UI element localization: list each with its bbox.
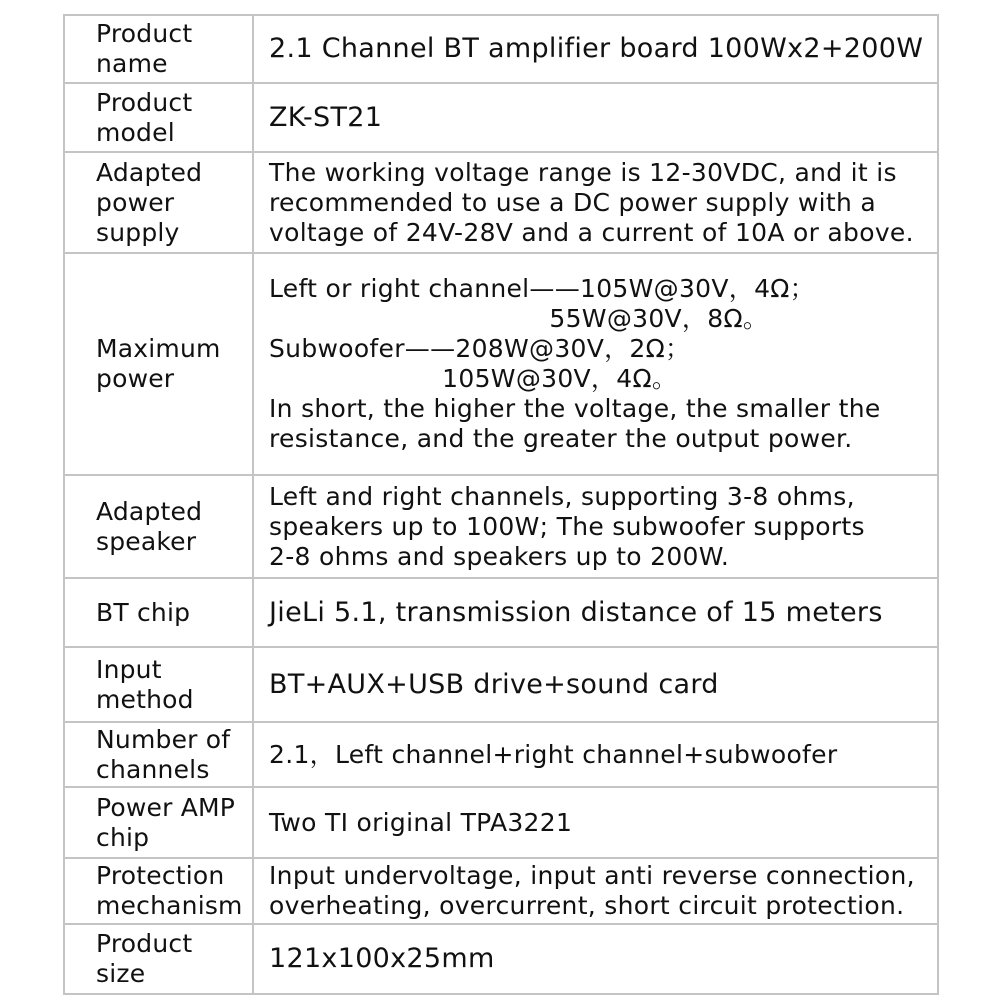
value-line: JieLi 5.1, transmission distance of 15 meters [269,596,883,628]
table-row-protection-mechanism [64,858,938,924]
table-row-product-name [64,15,938,83]
table-row-bt-chip [64,578,938,647]
value-line: speakers up to 100W; The subwoofer supports [269,511,865,541]
protection-mechanism-label: Protection mechanism [64,858,253,924]
table-row-power-amp-chip [64,787,938,858]
input-method-value [253,647,938,722]
value-line: Subwoofer——208W@30V，2Ω； [269,334,691,363]
table-row-number-of-channels [64,722,938,787]
product-size-value [253,924,938,994]
power-amp-chip-label: Power AMP chip [64,787,253,858]
value-line: Left and right channels, supporting 3-8 ohms, [269,481,855,511]
value-line: Left or right channel——105W@30V，4Ω； [269,274,815,303]
value-line: Two TI original TPA3221 [269,807,573,837]
table-row-product-size [64,924,938,994]
value-line: voltage of 24V-28V and a current of 10A or above. [269,217,914,247]
value-line: 2-8 ohms and speakers up to 200W. [269,541,730,571]
value-line: 2.1，Left channel+right channel+subwoofer [269,739,838,769]
value-line: 121x100x25mm [269,943,495,974]
table-row-product-model [64,83,938,152]
value-line: 105W@30V，4Ω。 [269,364,678,393]
value-line: 55W@30V，8Ω。 [269,304,769,333]
product-name-value-line: 2.1 Channel BT amplifier board 100Wx2+200W [269,33,924,64]
product-model-label: Product model [64,83,253,152]
table-row-input-method [64,647,938,722]
number-of-channels-value [253,722,938,787]
specifications-table [63,14,939,995]
value-line: The working voltage range is 12-30VDC, and it is [269,157,897,187]
value-line: In short, the higher the voltage, the smaller the [269,394,881,423]
adapted-power-supply-value [253,152,938,253]
number-of-channels-label: Number of channels [64,722,253,787]
power-amp-chip-value [253,787,938,858]
table-row-maximum-power [64,253,938,475]
maximum-power-label: Maximum power [64,253,253,475]
value-line: overheating, overcurrent, short circuit protection. [269,891,905,920]
bt-chip-label: BT chip [64,578,253,647]
table-row-adapted-speaker [64,475,938,578]
value-line: recommended to use a DC power supply with a [269,187,877,217]
value-line: resistance, and the greater the output power. [269,424,853,453]
maximum-power-value [253,253,938,475]
table-row-adapted-power-supply [64,152,938,253]
product-model-value [253,83,938,152]
product-size-label: Product size [64,924,253,994]
product-model-value-line: ZK-ST21 [269,101,383,133]
value-line: BT+AUX+USB drive+sound card [269,668,719,700]
product-name-label: Product name [64,15,253,83]
value-line: Input undervoltage, input anti reverse connection, [269,861,915,890]
product-name-value [253,15,938,83]
bt-chip-value [253,578,938,647]
adapted-power-supply-label: Adapted power supply [64,152,253,253]
adapted-speaker-value [253,475,938,578]
input-method-label: Input method [64,647,253,722]
protection-mechanism-value [253,858,938,924]
adapted-speaker-label: Adapted speaker [64,475,253,578]
